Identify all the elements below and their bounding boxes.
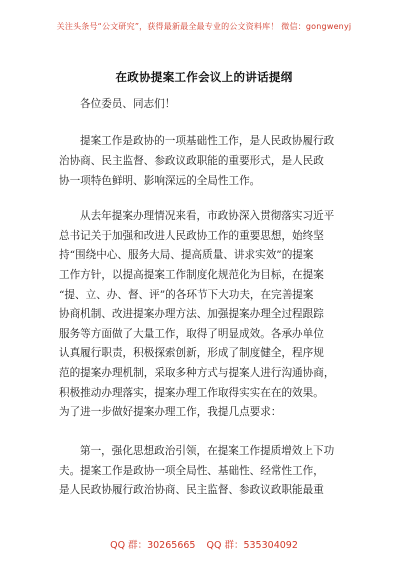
salutation-line: 各位委员、同志们！	[80, 98, 176, 110]
footer-qq-label-1: QQ 群：	[110, 540, 148, 551]
body-line: 持“围绕中心、服务大局、提高质量、讲求实效”的提案	[59, 249, 314, 261]
body-line: 协商机制、改进提案办理方法、加强提案办理全过程跟踪	[59, 308, 324, 320]
header-banner: 关注头条号“公文研究”，获得最新最全最专业的公文资料库！ 微信：gongwenyj	[56, 22, 352, 31]
footer-contact	[0, 537, 408, 551]
body-line: 提案工作是政协的一项基础性工作，是人民政协履行政	[80, 135, 335, 147]
body-line: 从去年提案办理情况来看，市政协深入贯彻落实习近平	[80, 210, 335, 222]
body-line: “提、立、办、督、评”的各环节下大功夫，在完善提案	[59, 289, 314, 301]
body-line: 总书记关于加强和改进人民政协工作的重要思想，始终坚	[59, 230, 324, 242]
document-title: 在政协提案工作会议上的讲话提纲	[115, 70, 293, 84]
footer-qq-2	[206, 540, 297, 551]
body-line: 夫。提案工作是政协一项全局性、基础性、经常性工作，	[59, 465, 324, 477]
body-line: 是人民政协履行政治协商、民主监督、参政议政职能最重	[59, 484, 324, 496]
body-line: 第一，强化思想政治引领，在提案工作提质增效上下功	[80, 445, 335, 457]
body-line: 协一项特色鲜明、影响深远的全局性工作。	[59, 175, 261, 187]
body-line: 积极推动办理落实，提案办理工作取得实实在在的效果。	[59, 387, 324, 399]
body-line: 工作方针，以提高提案工作制度化规范化为目标，在提案	[59, 269, 324, 281]
body-line: 范的提案办理机制，采取多种方式与提案人进行沟通协商，	[59, 367, 335, 379]
body-line: 服务等方面做了大量工作，取得了明显成效。各承办单位	[59, 328, 324, 340]
body-line: 为了进一步做好提案办理工作，我提几点要求：	[59, 406, 282, 418]
footer-qq-value-2: 535304092	[243, 540, 298, 551]
body-line: 认真履行职责，积极探索创新，形成了制度健全，程序规	[59, 347, 324, 359]
body-line: 治协商、民主监督、参政议政职能的重要形式，是人民政	[59, 155, 324, 167]
footer-qq-value-1: 30265665	[147, 540, 196, 551]
footer-qq-label-2: QQ 群：	[206, 540, 244, 551]
footer-qq-1	[110, 540, 195, 551]
